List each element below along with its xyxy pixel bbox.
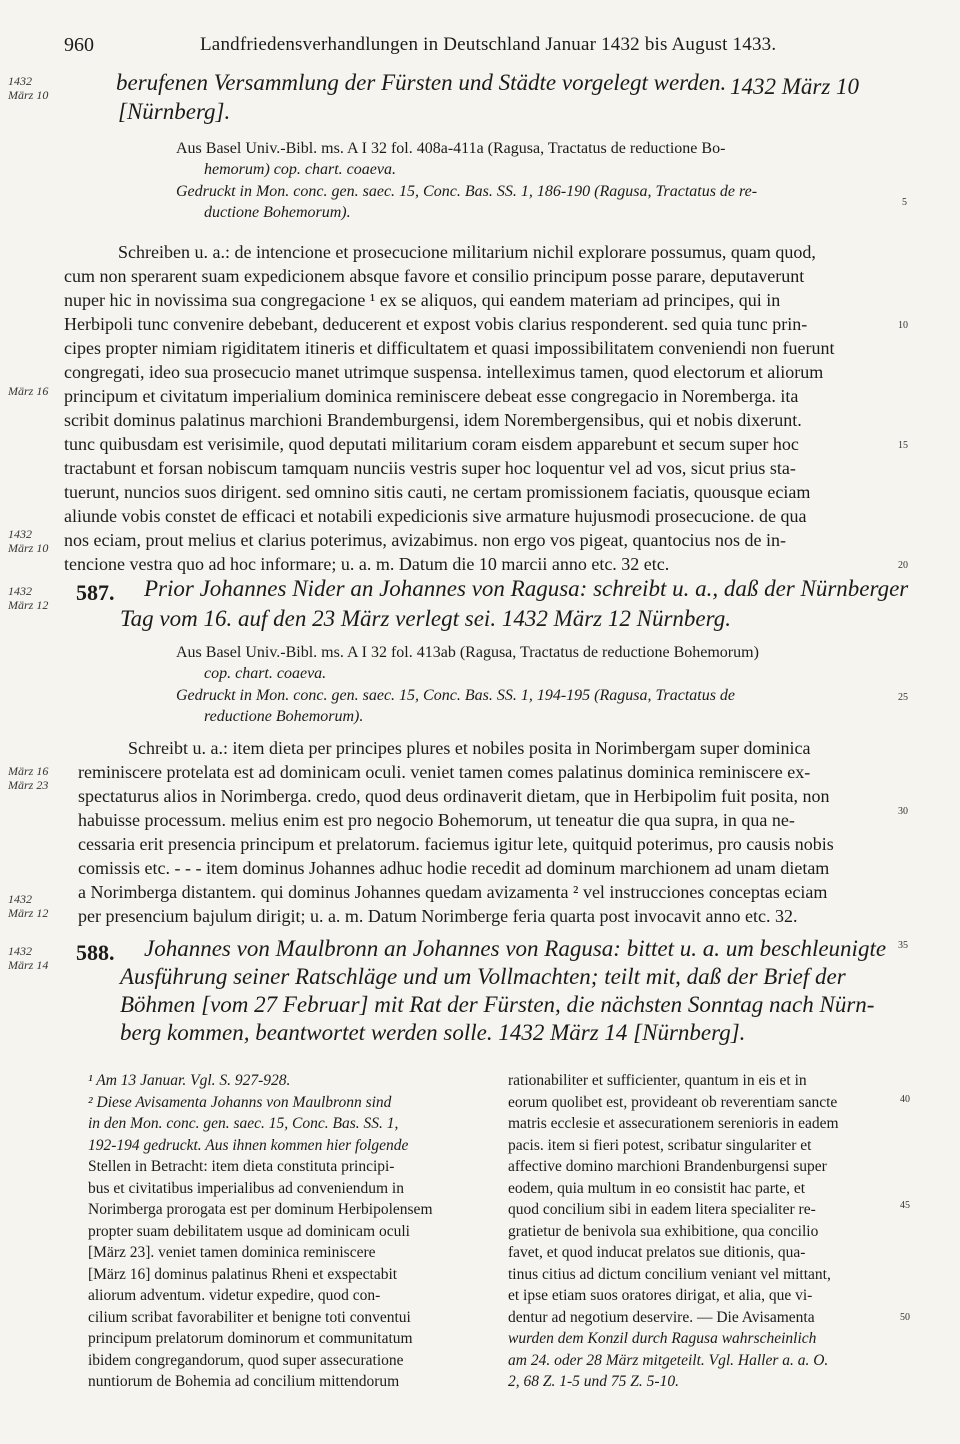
page-number: 960 <box>64 34 94 56</box>
text-line: principum et civitatum imperialium dominica reminiscere debeat esse congregacio in Noremberga. ita <box>64 386 799 406</box>
document-number: 588. <box>76 940 115 965</box>
text-line: Herbipoli tunc convenire debebant, deducerent et expost vobis clarius responderent. sed quia tunc prin- <box>64 314 808 334</box>
text-line: reminiscere protelata est ad dominicam oculi. veniet tamen comes palatinus dominica reminiscere ex- <box>78 762 811 782</box>
footnote-line: matris ecclesie et assecurationem serenioris in eadem <box>508 1115 839 1132</box>
text-line: Schreiben u. a.: de intencione et prosecucione militarium nichil explorare possumus, quam quod, <box>118 242 816 262</box>
text-line: tractabunt et forsan nobiscum tamquam nunciis vestris super hoc loquentur vel ad vos, sicut prius sta- <box>64 458 796 478</box>
footnote-line: eodem, quia multum in eo consistit hac parte, et <box>508 1179 806 1197</box>
footnote-line: Stellen in Betracht: item dieta constituta principi- <box>88 1158 395 1175</box>
text-line: spectaturus alios in Norimberga. credo, quod deus ordinaverit dietam, que in Herbipolim fuit posita, non <box>78 786 830 806</box>
footnote-line: principum prelatorum dominorum et communitatum <box>88 1330 413 1347</box>
text-line: comissis etc. - - - item dominus Johannes adhuc hodie recedit ad dominum marchionem ad unam dietam <box>78 858 830 878</box>
text-line: scribit dominus palatinus marchioni Brandemburgensi, idem Norembergensibus, qui et nobis dixerunt. <box>64 410 802 430</box>
margin-date: 1432 März 12 <box>8 892 49 920</box>
footnote-line: eorum quolibet est, provideant ob reverentiam sancte <box>508 1093 838 1111</box>
footnote-line: 192-194 gedruckt. Aus ihnen kommen hier folgende <box>88 1136 409 1154</box>
text-line: cessaria erit presencia principum et prelatorum. faciemus igitur lete, quitquid poterimus, pro causis nobis <box>78 834 834 854</box>
source-line: Aus Basel Univ.-Bibl. ms. A I 32 fol. 408a-411a (Ragusa, Tractatus de reductione Bo- <box>176 140 726 157</box>
footnote-line: tinus citius ad dictum concilium veniant vel mittant, <box>508 1265 831 1283</box>
text-line: tuerunt, nuncios suos dirigent. sed omnino sitis cauti, ne certam promissionem faciatis, quousque eciam <box>64 482 811 502</box>
footnote-line: ² Diese Avisamenta Johanns von Maulbronn sind <box>88 1093 392 1111</box>
margin-date: 1432 März 10 <box>8 74 49 102</box>
source-line: Aus Basel Univ.-Bibl. ms. A I 32 fol. 413ab (Ragusa, Tractatus de reductione Bohemorum) <box>176 644 759 661</box>
margin-date: 1432 März 10 <box>8 527 49 555</box>
line-number: 20 <box>898 560 908 571</box>
line-number: 50 <box>900 1312 910 1323</box>
line-number: 25 <box>898 692 908 703</box>
running-title: Landfriedensverhandlungen in Deutschland Januar 1432 bis August 1433. <box>200 34 777 55</box>
footnote-line: 2, 68 Z. 1-5 und 75 Z. 5-10. <box>508 1373 679 1390</box>
footnote-line: Norimberga prorogata est per dominum Herbipolensem <box>88 1201 433 1218</box>
footnote-line: in den Mon. conc. gen. saec. 15, Conc. Bas. SS. 1, <box>88 1115 399 1132</box>
document-title: Johannes von Maulbronn an Johannes von Ragusa: bittet u. a. um beschleunigte <box>144 936 887 961</box>
margin-date: März 16 <box>8 764 49 778</box>
document-title: berg kommen, beantwortet werden solle. 1432 März 14 [Nürnberg]. <box>120 1020 746 1045</box>
document-title: Ausführung seiner Ratschläge und um Vollmachten; teilt mit, daß der Brief der <box>120 964 846 989</box>
line-number: 10 <box>898 320 908 331</box>
text-line: nuper hic in novissima sua congregacione ¹ ex se aliquos, qui eandem materiam ad principes, qui in <box>64 290 781 310</box>
text-line: congregati, ideo sua prosecucio manet utrimque suspensa. intelleximus tamen, quod electorum et aliorum <box>64 362 824 382</box>
text-line: aliunde vobis constet de efficaci et notabili expedicionis sive armature hujusmodi prosecucione. de qua <box>64 506 807 526</box>
footnote-line: propter suam debilitatem usque ad dominicam oculi <box>88 1222 410 1240</box>
footnote-line: wurden dem Konzil durch Ragusa wahrscheinlich <box>508 1330 817 1347</box>
text-line: tunc quibusdam est verisimile, quod deputati militarium coram eisdem apparebunt et secum super hoc <box>64 434 799 454</box>
footnote-line: dentur ad negotium deservire. — Die Avisamenta <box>508 1308 815 1326</box>
line-number: 30 <box>898 806 908 817</box>
text-line: nos eciam, prout melius et clarius poterimus, avizabimus. non ergo vos pigeat, quantocius nos de in- <box>64 530 787 550</box>
line-number: 15 <box>898 440 908 451</box>
footnote-line: gratietur de benivola sua exhibitione, qua concilio <box>508 1222 819 1240</box>
footnote-line: ¹ Am 13 Januar. Vgl. S. 927-928. <box>88 1072 291 1089</box>
source-line: hemorum) cop. chart. coaeva. <box>204 161 396 178</box>
footnote-line: bus et civitatibus imperialibus ad conveniendum in <box>88 1179 404 1197</box>
text-line: per presencium bajulum dirigit; u. a. m. Datum Norimberge feria quarta post invocavit anno etc. 32. <box>78 906 798 926</box>
line-number: 5 <box>902 197 907 208</box>
margin-date: 1432 März 12 <box>8 584 49 612</box>
footnote-line: et ipse etiam suos oratores dirigat, et alia, que vi- <box>508 1287 813 1304</box>
intro-line-2: [Nürnberg]. <box>118 99 231 124</box>
footnotes-left <box>88 1070 488 1393</box>
margin-date: März 23 <box>8 778 49 792</box>
text-line: Schreibt u. a.: item dieta per principes plures et nobiles posita in Norimbergam super dominica <box>128 738 811 758</box>
margin-date: 1432 März 14 <box>8 944 49 972</box>
footnote-line: am 24. oder 28 März mitgeteilt. Vgl. Haller a. a. O. <box>508 1351 829 1369</box>
footnote-line: affective domino marchioni Brandenburgensi super <box>508 1158 827 1175</box>
footnote-line: aliorum adventum. videtur expedire, quod con- <box>88 1287 381 1304</box>
footnote-line: [März 23]. veniet tamen dominica reminiscere <box>88 1244 376 1261</box>
line-number: 35 <box>898 940 908 951</box>
intro-date: 1432 März 10 <box>730 74 860 99</box>
text-line: cipes propter nimiam rigiditatem itineris et difficultatem et quasi impossibilitatem conveniendi non fuerunt <box>64 338 835 358</box>
footnote-line: cilium scribat favorabiliter et benigne toti conventui <box>88 1308 411 1326</box>
text-line: tencione vestra quo ad hoc informare; u. a. m. Datum die 10 marcii anno etc. 32 etc. <box>64 554 670 574</box>
footnote-line: favet, et quod inducat prelatos sue ditionis, qua- <box>508 1244 806 1261</box>
footnote-line: rationabiliter et sufficienter, quantum in eis et in <box>508 1072 807 1089</box>
printed-line: Gedruckt in Mon. conc. gen. saec. 15, Conc. Bas. SS. 1, 194-195 (Ragusa, Tractatus de <box>176 687 736 704</box>
printed-line: ductione Bohemorum). <box>204 204 351 221</box>
footnote-line: pacis. item si fieri potest, scribatur singulariter et <box>508 1136 812 1154</box>
footnote-line: [März 16] dominus palatinus Rheni et exspectabit <box>88 1265 398 1283</box>
document-number: 587. <box>76 580 115 605</box>
source-line: cop. chart. coaeva. <box>204 665 327 682</box>
printed-line: reductione Bohemorum). <box>204 708 364 725</box>
text-line: a Norimberga distantem. qui dominus Johannes quedam avizamenta ² vel instrucciones conceptas eciam <box>78 882 828 902</box>
margin-date: März 16 <box>8 384 49 398</box>
printed-line: Gedruckt in Mon. conc. gen. saec. 15, Conc. Bas. SS. 1, 186-190 (Ragusa, Tractatus de re- <box>176 183 758 200</box>
footnotes-right <box>508 1070 898 1393</box>
footnote-line: quod concilium sibi in eadem litera specialiter re- <box>508 1201 816 1218</box>
footnote-line: nuntiorum de Bohemia ad concilium mittendorum <box>88 1373 400 1390</box>
document-title: Tag vom 16. auf den 23 März verlegt sei. 1432 März 12 Nürnberg. <box>120 606 731 631</box>
text-line: habuisse processum. melius enim est pro negocio Bohemorum, ut teneatur die qua supra, in qua ne- <box>78 810 795 830</box>
intro-line-1: berufenen Versammlung der Fürsten und Städte vorgelegt werden. <box>116 70 727 95</box>
line-number: 40 <box>900 1094 910 1105</box>
line-number: 45 <box>900 1200 910 1211</box>
document-title: Prior Johannes Nider an Johannes von Ragusa: schreibt u. a., daß der Nürnberger <box>144 576 909 601</box>
document-title: Böhmen [vom 27 Februar] mit Rat der Fürsten, die nächsten Sonntag nach Nürn- <box>120 992 875 1017</box>
text-line: cum non sperarent suam expedicionem absque favore et consilio principum posse parare, deputaverunt <box>64 266 805 286</box>
footnote-line: ibidem congregandorum, quod super assecuratione <box>88 1351 404 1369</box>
